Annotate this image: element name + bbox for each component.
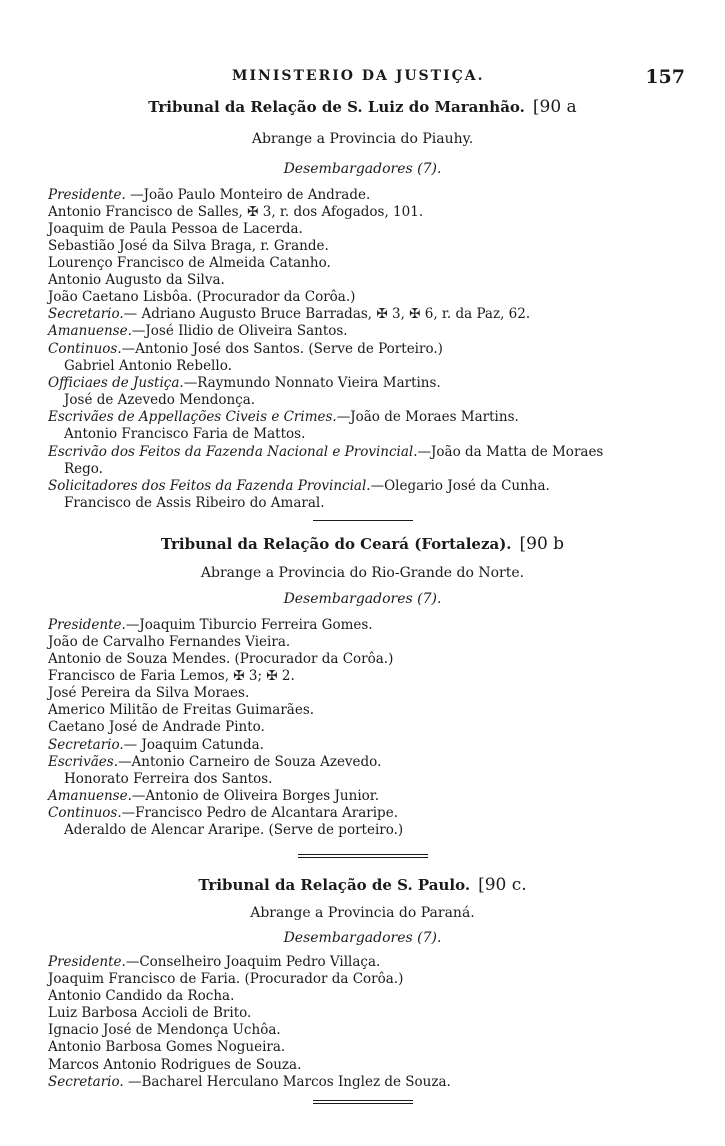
- section-divider: [313, 520, 413, 521]
- section-divider: [313, 1100, 413, 1104]
- section-heading: Desembargadores (7).: [283, 161, 442, 177]
- running-title: MINISTERIO DA JUSTIÇA.: [232, 68, 485, 84]
- section-title: [0, 534, 725, 554]
- entry: Amanuense.—José Ilidio de Oliveira Santos.: [48, 323, 348, 339]
- entry: Presidente. —João Paulo Monteiro de Andrade.: [48, 187, 371, 203]
- entry: Marcos Antonio Rodrigues de Souza.: [48, 1057, 302, 1073]
- section-subtitle: Abrange a Provincia do Paraná.: [250, 905, 475, 921]
- entry: Luiz Barbosa Accioli de Brito.: [48, 1005, 252, 1021]
- entry: Presidente.—Joaquim Tiburcio Ferreira Gomes.: [48, 617, 373, 633]
- entry: Antonio Candido da Rocha.: [48, 988, 235, 1004]
- entry: Gabriel Antonio Rebello.: [64, 358, 232, 374]
- entry: José de Azevedo Mendonça.: [64, 392, 256, 408]
- entry: Honorato Ferreira dos Santos.: [64, 771, 273, 787]
- entry: Continuos.—Antonio José dos Santos. (Serve de Porteiro.): [48, 341, 443, 357]
- entry: Escrivães de Appellações Civeis e Crimes.—João de Moraes Martins.: [48, 409, 519, 425]
- section-title-text: Tribunal da Relação de S. Paulo.: [198, 876, 471, 894]
- entry: Escrivães.—Antonio Carneiro de Souza Azevedo.: [48, 754, 382, 770]
- section-title-text: Tribunal da Relação de S. Luiz do Maranhão.: [148, 98, 525, 116]
- section-subtitle: Abrange a Provincia do Piauhy.: [251, 131, 474, 147]
- entry: Ignacio José de Mendonça Uchôa.: [48, 1022, 281, 1038]
- entry: Antonio Francisco de Salles, ✠ 3, r. dos Afogados, 101.: [48, 204, 424, 220]
- section-ref: [90 a: [532, 97, 577, 117]
- entry: João de Carvalho Fernandes Vieira.: [48, 634, 291, 650]
- entry: Secretario.— Adriano Augusto Bruce Barradas, ✠ 3, ✠ 6, r. da Paz, 62.: [48, 306, 531, 322]
- entry: Antonio Augusto da Silva.: [48, 272, 225, 288]
- entry: Americo Militão de Freitas Guimarães.: [48, 702, 315, 718]
- running-header: [0, 68, 725, 90]
- entry: Officiaes de Justiça.—Raymundo Nonnato Vieira Martins.: [48, 375, 441, 391]
- section-divider: [298, 854, 428, 858]
- entry: Secretario.— Joaquim Catunda.: [48, 737, 264, 753]
- entry: Escrivão dos Feitos da Fazenda Nacional e Provincial.—João da Matta de Moraes: [48, 444, 604, 460]
- entry: Secretario. —Bacharel Herculano Marcos Inglez de Souza.: [48, 1074, 451, 1090]
- entry: Francisco de Faria Lemos, ✠ 3; ✠ 2.: [48, 668, 295, 684]
- section-heading: Desembargadores (7).: [283, 930, 442, 946]
- entry: Antonio Barbosa Gomes Nogueira.: [48, 1039, 286, 1055]
- entry: José Pereira da Silva Moraes.: [48, 685, 250, 701]
- page-number: 157: [645, 66, 685, 88]
- entry: Aderaldo de Alencar Araripe. (Serve de porteiro.): [64, 822, 404, 838]
- section-title: [0, 875, 725, 895]
- entry: Rego.: [64, 461, 103, 477]
- entry: Antonio Francisco Faria de Mattos.: [64, 426, 306, 442]
- section-title-text: Tribunal da Relação do Ceará (Fortaleza).: [160, 535, 512, 553]
- section-ref: [90 b: [519, 534, 565, 554]
- entry: João Caetano Lisbôa. (Procurador da Corôa.): [48, 289, 356, 305]
- entry: Francisco de Assis Ribeiro do Amaral.: [64, 495, 325, 511]
- entry: Presidente.—Conselheiro Joaquim Pedro Villaça.: [48, 954, 381, 970]
- entry: Caetano José de Andrade Pinto.: [48, 719, 265, 735]
- entry: Continuos.—Francisco Pedro de Alcantara Araripe.: [48, 805, 398, 821]
- section-heading: Desembargadores (7).: [283, 591, 442, 607]
- section-ref: [90 c.: [478, 875, 527, 895]
- entry: Solicitadores dos Feitos da Fazenda Provincial.—Olegario José da Cunha.: [48, 478, 550, 494]
- entry: Amanuense.—Antonio de Oliveira Borges Junior.: [48, 788, 380, 804]
- entry: Antonio de Souza Mendes. (Procurador da Corôa.): [48, 651, 394, 667]
- entry: Joaquim Francisco de Faria. (Procurador da Corôa.): [48, 971, 404, 987]
- section-title: [0, 97, 725, 117]
- entry: Lourenço Francisco de Almeida Catanho.: [48, 255, 331, 271]
- entry: Joaquim de Paula Pessoa de Lacerda.: [48, 221, 303, 237]
- section-subtitle: Abrange a Provincia do Rio-Grande do Norte.: [200, 565, 525, 581]
- entry: Sebastião José da Silva Braga, r. Grande.: [48, 238, 329, 254]
